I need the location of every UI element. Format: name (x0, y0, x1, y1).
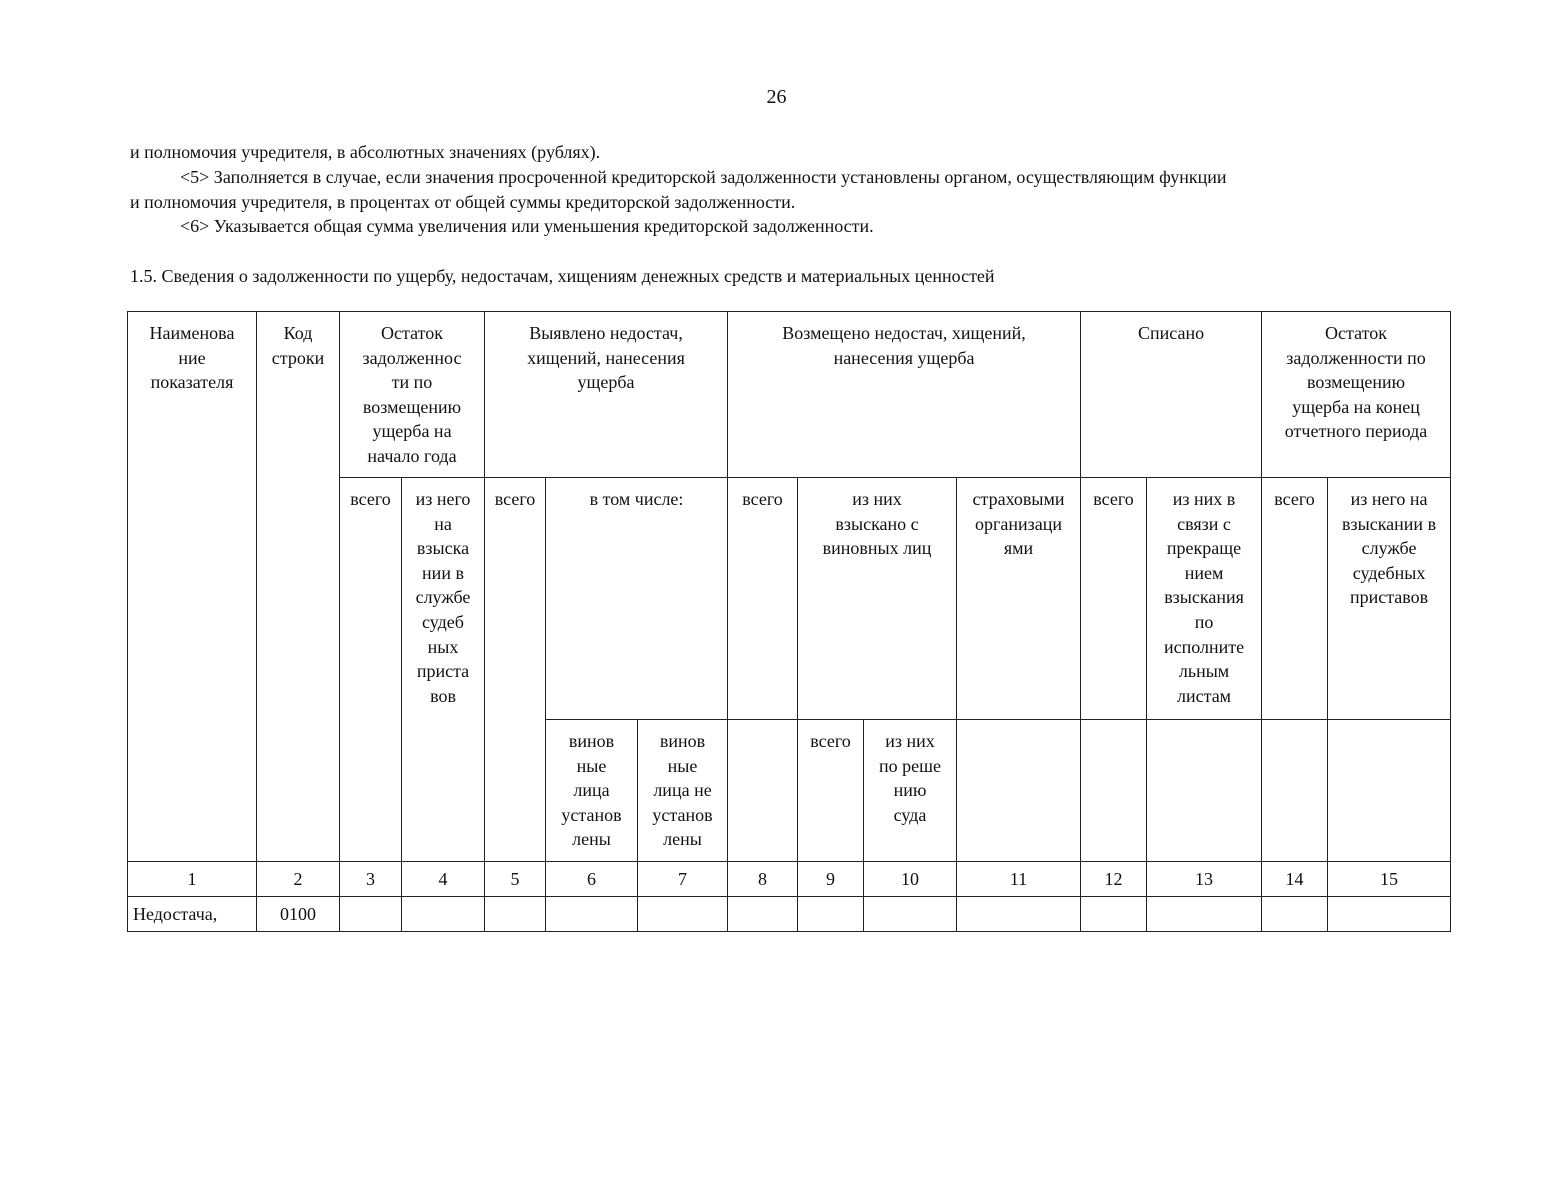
header-insurance: страховыми организаци ями (957, 478, 1081, 720)
column-number: 12 (1081, 862, 1147, 897)
header-blank-15 (1328, 720, 1451, 862)
column-number: 4 (402, 862, 485, 897)
header-total-8: всего (728, 478, 798, 720)
footnote-6: <6> Указывается общая сумма увеличения или уменьшения кредиторской задолженности. (180, 216, 874, 236)
column-number: 1 (128, 862, 257, 897)
header-court: из них по реше нию суда (864, 720, 957, 862)
column-number: 11 (957, 862, 1081, 897)
header-culprits-known: винов ные лица установ лены (546, 720, 638, 862)
value-cell[interactable] (402, 897, 485, 932)
damage-debt-table (127, 311, 1451, 932)
column-number: 8 (728, 862, 798, 897)
column-number: 3 (340, 862, 402, 897)
header-total-3: всего (340, 478, 402, 862)
header-including: в том числе: (546, 478, 728, 720)
value-cell[interactable] (728, 897, 798, 932)
footnote-5: <5> Заполняется в случае, если значения просроченной кредиторской задолженности установлены органом, осуществляющим функции (180, 167, 1227, 187)
header-blank-14 (1262, 720, 1328, 862)
header-blank-13 (1147, 720, 1262, 862)
header-opening-balance: Остаток задолженнос ти по возмещению ущерба на начало года (340, 312, 485, 478)
header-bailiffs-15: из него на взыскании в службе судебных приставов (1328, 478, 1451, 720)
header-from-culprits: из них взыскано с виновных лиц (798, 478, 957, 720)
section-title: 1.5. Сведения о задолженности по ущербу, недостачам, хищениям денежных средств и материальных ценностей (130, 266, 995, 286)
header-total-5: всего (485, 478, 546, 862)
value-cell[interactable] (864, 897, 957, 932)
column-number: 7 (638, 862, 728, 897)
column-number: 5 (485, 862, 546, 897)
value-cell[interactable] (1262, 897, 1328, 932)
column-number: 9 (798, 862, 864, 897)
header-row-1 (128, 312, 1451, 478)
row-code: 0100 (257, 897, 340, 932)
header-blank-12 (1081, 720, 1147, 862)
column-number: 14 (1262, 862, 1328, 897)
column-number: 13 (1147, 862, 1262, 897)
column-number: 10 (864, 862, 957, 897)
header-total-9: всего (798, 720, 864, 862)
column-numbers-row (128, 862, 1451, 897)
value-cell[interactable] (485, 897, 546, 932)
header-row-code: Код строки (257, 312, 340, 862)
footnote-5-continuation: и полномочия учредителя, в процентах от общей суммы кредиторской задолженности. (130, 192, 796, 212)
page-number: 26 (766, 86, 787, 108)
value-cell[interactable] (1328, 897, 1451, 932)
header-closing-balance: Остаток задолженности по возмещению ущерба на конец отчетного периода (1262, 312, 1451, 478)
header-revealed: Выявлено недостач, хищений, нанесения ущерба (485, 312, 728, 478)
value-cell[interactable] (638, 897, 728, 932)
column-number: 2 (257, 862, 340, 897)
header-termination: из них в связи с прекраще нием взыскания по исполните льным листам (1147, 478, 1262, 720)
header-written-off: Списано (1081, 312, 1262, 478)
header-blank-8 (728, 720, 798, 862)
header-compensated: Возмещено недостач, хищений, нанесения ущерба (728, 312, 1081, 478)
value-cell[interactable] (957, 897, 1081, 932)
table-row (128, 897, 1451, 932)
header-total-12: всего (1081, 478, 1147, 720)
column-number: 6 (546, 862, 638, 897)
value-cell[interactable] (1147, 897, 1262, 932)
value-cell[interactable] (546, 897, 638, 932)
paragraph-continuation: и полномочия учредителя, в абсолютных значениях (рублях). (130, 142, 601, 162)
header-indicator-name: Наименова ние показателя (128, 312, 257, 862)
value-cell[interactable] (1081, 897, 1147, 932)
header-culprits-unknown: винов ные лица не установ лены (638, 720, 728, 862)
value-cell[interactable] (798, 897, 864, 932)
column-number: 15 (1328, 862, 1451, 897)
header-total-14: всего (1262, 478, 1328, 720)
row-name: Недостача, (128, 897, 257, 932)
value-cell[interactable] (340, 897, 402, 932)
header-bailiffs-4: из него на взыска нии в службе судеб ных приста вов (402, 478, 485, 862)
header-blank-11 (957, 720, 1081, 862)
